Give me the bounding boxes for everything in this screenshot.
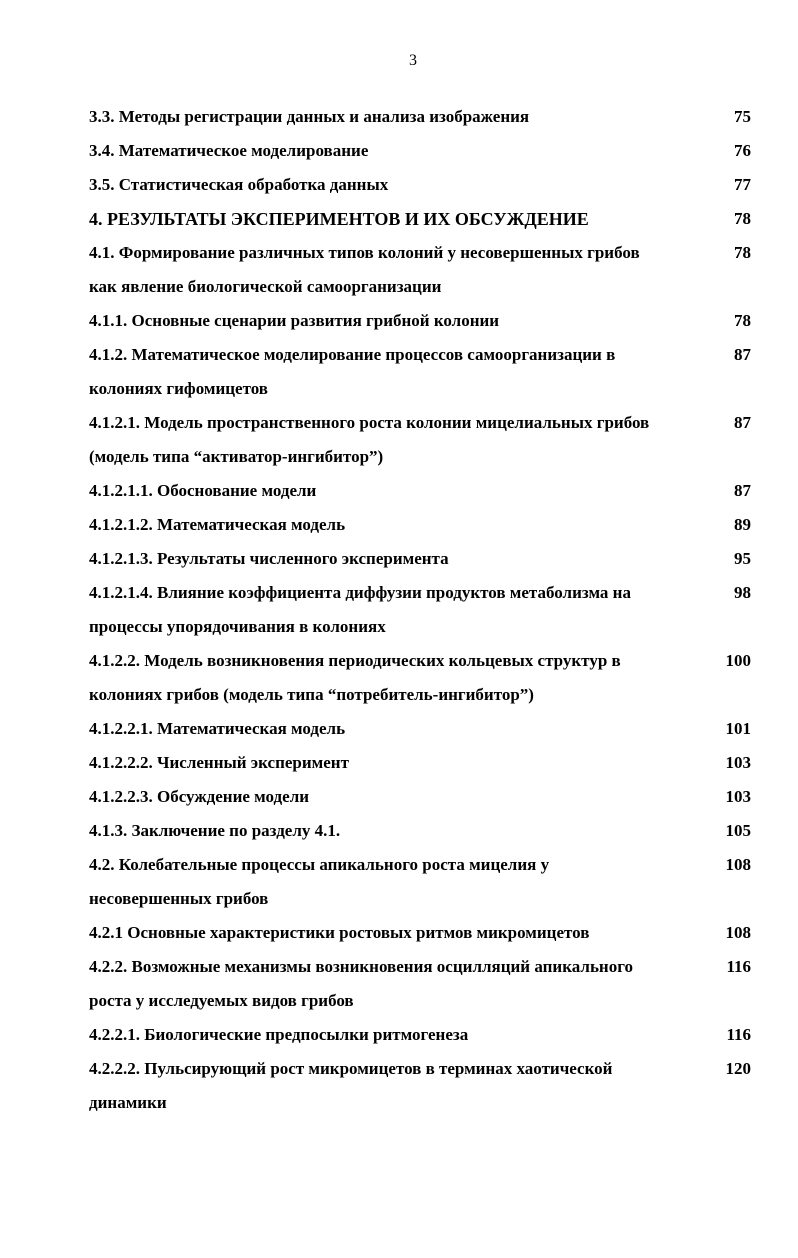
toc-entry-page-number: 103: [725, 753, 751, 772]
toc-entry: [89, 950, 751, 1018]
toc-entry-title: [89, 950, 711, 1018]
toc-entry: [89, 134, 751, 168]
toc-entry-title-line: 4.2. Колебательные процессы апикального роста мицелия у: [89, 855, 550, 874]
toc-entry-title-line: (модель типа “активатор-ингибитор”): [89, 447, 384, 466]
toc-entry-title-line: 3.3. Методы регистрации данных и анализа изображения: [89, 107, 530, 126]
toc-entry-page-number: 76: [734, 141, 751, 160]
toc-entry-title-line: 4.1.2.2.1. Математическая модель: [89, 719, 346, 738]
toc-entry: [89, 168, 751, 202]
toc-entry: [89, 338, 751, 406]
toc-entry-title-line: 4.1.1. Основные сценарии развития грибной колонии: [89, 311, 500, 330]
toc-entry-title-line: 4.1.2.1.2. Математическая модель: [89, 515, 346, 534]
toc-entry: [89, 1052, 751, 1120]
toc-entry: [89, 406, 751, 474]
toc-entry-title-line: роста у исследуемых видов грибов: [89, 991, 354, 1010]
toc-entry-title: [89, 576, 711, 644]
toc-entry: [89, 712, 751, 746]
toc-entry-page-number: 101: [725, 719, 751, 738]
toc-entry-title-line: 4.1.2.1.4. Влияние коэффициента диффузии продуктов метаболизма на: [89, 583, 631, 602]
toc-entry-page-number: 120: [725, 1059, 751, 1078]
toc-entry-title: [89, 406, 711, 474]
toc-entry-title-line: 4.1.2.2.2. Численный эксперимент: [89, 753, 349, 772]
toc-entry-title: [89, 304, 711, 338]
toc-entry-title: [89, 814, 711, 848]
toc-entry: [89, 848, 751, 916]
toc-entry-title-line: 4.2.2. Возможные механизмы возникновения осцилляций апикального: [89, 957, 634, 976]
toc-entry: [89, 916, 751, 950]
toc-entry-page-number: 95: [734, 549, 751, 568]
toc-entry-page-number: 77: [734, 175, 751, 194]
toc-entry-title-line: 4.1.2.1.1. Обоснование модели: [89, 481, 317, 500]
toc-entry-page-number: 105: [725, 821, 751, 840]
toc-entry-title: [89, 916, 711, 950]
toc-entry-title-line: 4.1.2.2. Модель возникновения периодических кольцевых структур в: [89, 651, 621, 670]
toc-entry-title: [89, 236, 711, 304]
toc-entry: [89, 100, 751, 134]
toc-entry: [89, 1018, 751, 1052]
toc-entry: [89, 644, 751, 712]
toc-entry-title-line: динамики: [89, 1093, 167, 1112]
toc-entry-title: [89, 746, 711, 780]
toc-entry-title: [89, 712, 711, 746]
toc-entry-page-number: 78: [734, 209, 751, 228]
toc-entry-title-line: как явление биологической самоорганизации: [89, 277, 442, 296]
toc-entry-title-line: 4.1.2. Математическое моделирование процессов самоорганизации в: [89, 345, 616, 364]
toc-entry-title: [89, 1052, 711, 1120]
toc-entry-title-line: 4.1.2.2.3. Обсуждение модели: [89, 787, 310, 806]
toc-entry-title: [89, 202, 711, 236]
toc-entry-page-number: 116: [726, 1025, 751, 1044]
toc-entry: [89, 474, 751, 508]
toc-entry-page-number: 108: [725, 923, 751, 942]
toc-entry-title-line: процессы упорядочивания в колониях: [89, 617, 386, 636]
toc-entry-title-line: колониях грибов (модель типа “потребитель-ингибитор”): [89, 685, 534, 704]
toc-entry-title-line: 4.1.2.1. Модель пространственного роста колонии мицелиальных грибов: [89, 413, 650, 432]
toc-entry-page-number: 87: [734, 345, 751, 364]
toc-entry-title-line: колониях гифомицетов: [89, 379, 268, 398]
toc-entry-page-number: 89: [734, 515, 751, 534]
toc-entry: [89, 746, 751, 780]
toc-entry-title: [89, 168, 711, 202]
toc-entry-title: [89, 508, 711, 542]
toc-entry: [89, 236, 751, 304]
toc-entry: [89, 576, 751, 644]
toc-entry-title-line: 4.1.2.1.3. Результаты численного эксперимента: [89, 549, 449, 568]
toc-entry-title-line: 4. РЕЗУЛЬТАТЫ ЭКСПЕРИМЕНТОВ И ИХ ОБСУЖДЕНИЕ: [89, 209, 589, 229]
toc-entry-page-number: 116: [726, 957, 751, 976]
toc-entry-title-line: 4.1.3. Заключение по разделу 4.1.: [89, 821, 341, 840]
toc-entry-page-number: 87: [734, 481, 751, 500]
page-number: 3: [409, 52, 417, 69]
toc-entry-page-number: 78: [734, 311, 751, 330]
toc-entry-title: [89, 474, 711, 508]
toc-entry-page-number: 108: [725, 855, 751, 874]
toc-entry: [89, 814, 751, 848]
toc-entry-page-number: 98: [734, 583, 751, 602]
toc-entry-page-number: 78: [734, 243, 751, 262]
toc-entry-title-line: 4.2.2.2. Пульсирующий рост микромицетов в терминах хаотической: [89, 1059, 613, 1078]
toc-entry-title-line: 3.5. Статистическая обработка данных: [89, 175, 389, 194]
toc-entry: [89, 508, 751, 542]
toc-entry-title: [89, 100, 711, 134]
toc-entry-page-number: 75: [734, 107, 751, 126]
toc-entry: [89, 202, 751, 236]
toc-entry-title: [89, 848, 711, 916]
toc-entry-title-line: 4.1. Формирование различных типов колоний у несовершенных грибов: [89, 243, 640, 262]
toc-entry-title: [89, 644, 711, 712]
toc-entry-title: [89, 780, 711, 814]
toc-entry-title: [89, 338, 711, 406]
toc-entry-title-line: 3.4. Математическое моделирование: [89, 141, 369, 160]
toc-entry-page-number: 100: [725, 651, 751, 670]
table-of-contents: [89, 100, 751, 1120]
toc-entry: [89, 304, 751, 338]
toc-entry-title-line: 4.2.2.1. Биологические предпосылки ритмогенеза: [89, 1025, 469, 1044]
toc-entry-title: [89, 542, 711, 576]
toc-entry-page-number: 87: [734, 413, 751, 432]
toc-entry-title-line: несовершенных грибов: [89, 889, 269, 908]
toc-entry-title-line: 4.2.1 Основные характеристики ростовых ритмов микромицетов: [89, 923, 590, 942]
toc-entry-title: [89, 1018, 711, 1052]
toc-entry-page-number: 103: [725, 787, 751, 806]
toc-entry-title: [89, 134, 711, 168]
toc-entry: [89, 780, 751, 814]
toc-entry: [89, 542, 751, 576]
